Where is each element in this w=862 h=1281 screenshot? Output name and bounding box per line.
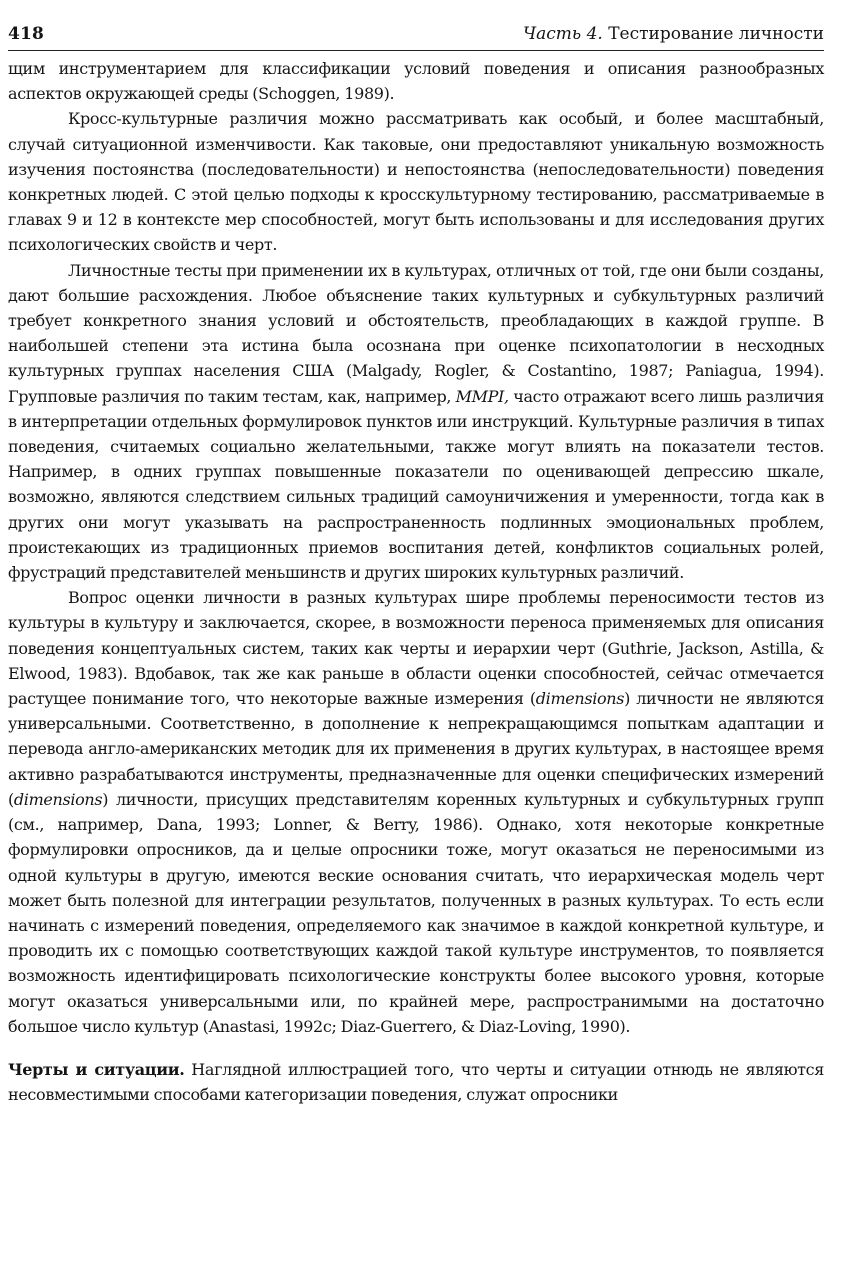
paragraph-text: Вопрос оценки личности в разных культурах шире проблемы переносимости тестов из культуры в культуру и заключается, скорее, в возможности переноса применяемых для описания поведения концептуальных систем, таких как черты и иерархии черт (Guthrie, Jackson, Astilla, & Elwood, 1983). Вдобавок, так же как раньше в области оценки способностей, сейчас отмечается растущее понимание того, что некоторые важные измерения (: [8, 588, 824, 709]
mmpi-term: MMPI,: [455, 386, 509, 406]
paragraph-text: Наглядной иллюстрацией того, что черты и ситуации отнюдь не являются несовместимыми способами категоризации поведения, служат опросники: [8, 1059, 824, 1105]
paragraph-traits-situations: [8, 1057, 824, 1107]
page-header: [8, 22, 824, 51]
paragraph-cross-cultural-assessment: [8, 585, 824, 1039]
section-heading: Черты и ситуации.: [8, 1059, 185, 1079]
running-title-part: Часть 4.: [523, 24, 603, 44]
dimensions-term: dimensions: [13, 789, 103, 809]
running-title: [523, 22, 824, 46]
paragraph-continued: щим инструментарием для классификации условий поведения и описания разнообразных аспектов окружающей среды (Schoggen, 1989).: [8, 59, 824, 104]
paragraph-cross-cultural: Кросс-культурные различия можно рассматривать как особый, и более масштабный, случай ситуационной изменчивости. Как таковые, они предоставляют уникальную возможность изучения постоянства (последовательности) и непостоянства (непоследовательности) поведения конкретных людей. С этой целью подходы к кросскультурному тестированию, рассматриваемые в главах 9 и 12 в контексте мер способностей, могут быть использованы и для исследования других психологических свойств и черт.: [8, 109, 824, 255]
body-text: [8, 56, 824, 1107]
paragraph-personality-tests: [8, 258, 824, 586]
dimensions-term: dimensions: [535, 689, 625, 709]
book-page: [8, 22, 824, 1107]
paragraph-text: часто отражают всего лишь различия в интерпретации отдельных формулировок пунктов или инструкций. Культурные различия в типах поведения, считаемых социально желательными, также могут влиять на показатели тестов. Например, в одних группах повышенные показатели по оценивающей депрессию шкале, возможно, являются следствием сильных традиций самоуничижения и умеренности, тогда как в других они могут указывать на распространенность подлинных эмоциональных проблем, проистекающих из традиционных приемов воспитания детей, конфликтов социальных ролей, фрустраций представителей меньшинств и других широких культурных различий.: [8, 386, 824, 583]
paragraph-text: ) личности не являются универсальными. Соответственно, в дополнение к непрекращающимся попыткам адаптации и перевода англо-американских методик для их применения в других культурах, в настоящее время активно разрабатываются инструменты, предназначенные для оценки специфических измерений (: [8, 689, 824, 809]
paragraph-text: ) личности, присущих представителям коренных культурных и субкультурных групп (см., например, Dana, 1993; Lonner, & Berry, 1986). Однако, хотя некоторые конкретные формулировки опросников, да и целые опросники тоже, могут оказаться не переносимыми из одной культуры в другую, имеются веские основания считать, что иерархическая модель черт может быть полезной для интеграции результатов, полученных в разных культурах. То есть если начинать с измерений поведения, определяемого как значимое в каждой конкретной культуре, и проводить их с помощью соответствующих каждой такой культуре инструментов, то появляется возможность идентифицировать психологические конструкты более высокого уровня, которые могут оказаться универсальными или, по крайней мере, распространимыми на достаточно большое число культур (Anastasi, 1992c; Diaz-Guerrero, & Diaz-Loving, 1990).: [8, 789, 824, 1036]
paragraph-text: Личностные тесты при применении их в культурах, отличных от той, где они были созданы, дают большие расхождения. Любое объяснение таких культурных и субкультурных различий требует конкретного знания условий и обстоятельств, преобладающих в каждой группе. В наибольшей степени эта истина была осознана при оценке психопатологии в несходных культурных группах населения США (Malgady, Rogler, & Costantino, 1987; Paniagua, 1994). Групповые различия по таким тестам, как, например,: [8, 260, 824, 406]
running-title-chapter: Тестирование личности: [602, 24, 824, 44]
page-number: 418: [8, 24, 45, 44]
